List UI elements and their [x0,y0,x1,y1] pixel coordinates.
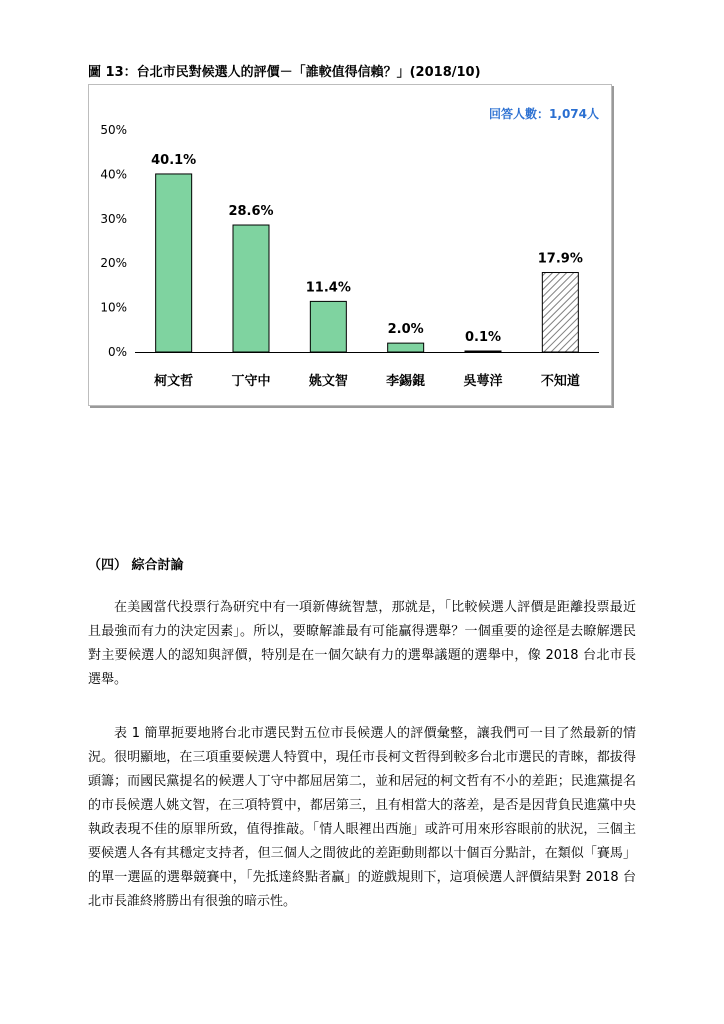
y-tick-label: 30% [100,211,127,226]
bar-unknown [542,273,578,352]
bar-4 [465,351,501,352]
bar-3 [388,343,424,352]
y-tick-label: 10% [100,300,127,315]
bar-value-label: 40.1% [151,152,197,168]
chart-labels [151,153,583,389]
y-tick-label: 40% [100,167,127,182]
bar-value-label: 2.0% [387,322,424,338]
category-label: 柯文哲 [154,374,194,389]
paragraph-2: 表 1 簡單扼要地將台北市選民對五位市長候選人的評價彙整，讓我們可一目了然最新的情況。很明顯地，在三項重要候選人特質中，現任市長柯文哲得到較多台北市選民的青睞，都拔得頭籌；而國民黨提名的候選人丁守中都屈居第二，並和居冠的柯文哲有不小的差距；民進黨提名的市長候選人姚文智，在三項特質中，都居第三，且有相當大的落差，是否是因背負民進黨中央執政表現不佳的原罪所致，值得推敲。「情人眼裡出西施」或許可用來形容眼前的狀況，三個主要候選人各有其穩定支持者，但三個人之間彼此的差距動則都以十個百分點計，在類似「賽馬」的單一選區的選舉競賽中，「先抵達終點者贏」的遊戲規則下，這項候選人評價結果對 2018 台北市長誰終將勝出有很強的暗示性。 [88,726,636,909]
bar-value-label: 17.9% [537,251,583,267]
category-label: 丁守中 [231,374,271,389]
bar-1 [233,225,269,352]
category-label: 姚文智 [308,374,348,389]
category-label: 不知道 [540,374,580,389]
category-label: 吳萼洋 [463,374,503,389]
section-heading: （四） 綜合討論 [88,558,184,573]
y-tick-label: 20% [100,256,127,271]
y-tick-label: 50% [100,123,127,137]
category-label: 李錫錕 [386,374,426,389]
bar-2 [310,301,346,352]
figure-title: 圖 13：台北市民對候選人的評價－「誰較值得信賴？」(2018/10) [88,65,481,80]
bar-chart [89,85,611,405]
paragraph-1: 在美國當代投票行為研究中有一項新傳統智慧，那就是，「比較候選人評價是距離投票最近且最強而有力的決定因素」。所以，要瞭解誰最有可能贏得選舉？一個重要的途徑是去瞭解選民對主要候選人的認知與評價，特別是在一個欠缺有力的選舉議題的選舉中，像 2018 台北市長選舉。 [88,600,636,687]
bar-value-label: 28.6% [228,204,274,220]
chart-frame [88,84,612,406]
bar-value-label: 11.4% [305,280,351,296]
respondent-count: 回答人數：1,074人 [489,107,599,121]
chart-bars [156,174,579,352]
y-tick-label: 0% [107,345,127,359]
bar-0 [156,174,192,352]
bar-value-label: 0.1% [464,330,502,345]
